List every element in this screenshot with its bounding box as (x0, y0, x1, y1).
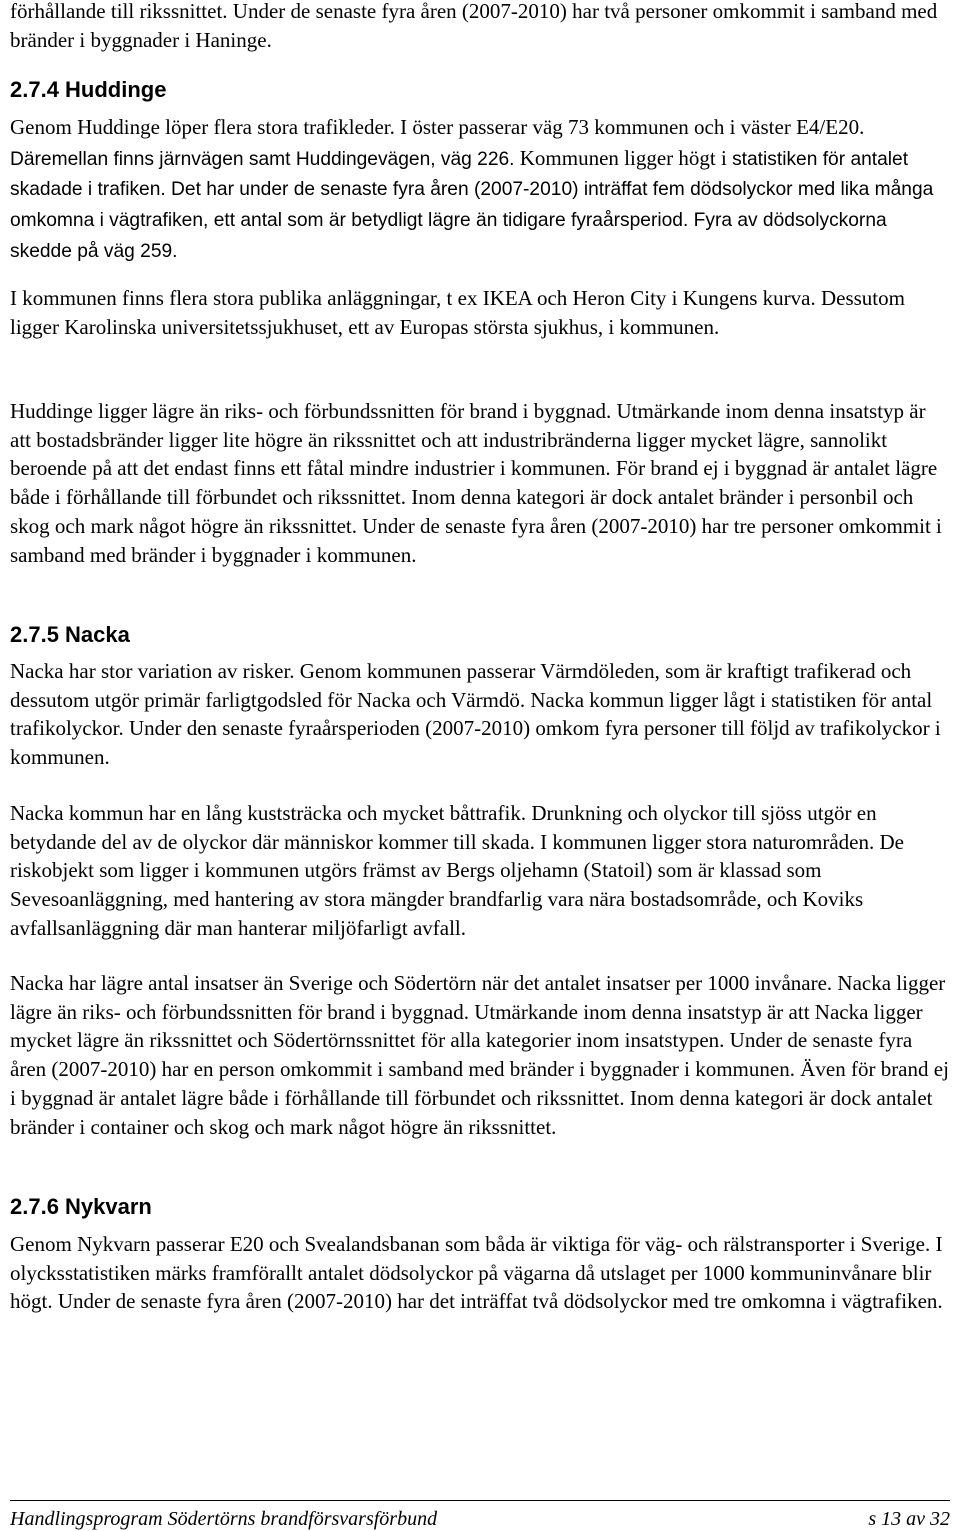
page-footer (10, 1500, 950, 1530)
huddinge-paragraph-3: Huddinge ligger lägre än riks- och förbundssnitten för brand i byggnad. Utmärkande inom denna insatstyp är att bostadsbränder ligger lite högre än rikssnittet och att industribränderna ligger mycket lägre, sannolikt beroende på att det endast finns ett fåtal mindre industrier i kommunen. För brand ej i byggnad är antalet lägre både i förhållande till förbundet och rikssnittet. Inom denna kategori är dock antalet bränder i personbil och skog och mark något högre än rikssnittet. Under de senaste fyra åren (2007-2010) har tre personer omkommit i samband med bränder i byggnader i kommunen. (10, 399, 942, 567)
nykvarn-paragraph-1: Genom Nykvarn passerar E20 och Svealandsbanan som båda är viktiga för väg- och rälstransporter i Sverige. I olycksstatistiken märks framförallt antalet dödsolyckor på vägarna då utslaget per 1000 kommuninvånare blir högt. Under de senaste fyra åren (2007-2010) har det inträffat två dödsolyckor med tre omkomna i vägtrafiken. (10, 1232, 943, 1314)
huddinge-p1-part-a: Genom Huddinge löper flera stora trafikleder. I öster passerar väg 73 kommunen och i väster E4/E20. (10, 115, 865, 139)
section-heading-huddinge: 2.7.4 Huddinge (10, 77, 167, 102)
footer-document-title: Handlingsprogram Södertörns brandförsvarsförbund (10, 1508, 438, 1530)
huddinge-p1-part-b: Däremellan finns järnvägen samt Huddingevägen, väg 226. (10, 148, 515, 170)
nacka-paragraph-2: Nacka kommun har en lång kuststräcka och mycket båttrafik. Drunkning och olyckor till sjöss utgör en betydande del av de olyckor där människor kommer till skada. I kommunen ligger stora naturområden. De riskobjekt som ligger i kommunen utgörs främst av Bergs oljehamn (Statoil) som är klassad som Sevesoanläggning, med hantering av stora mängder brandfarlig vara nära bostadsområde, och Koviks avfallsanläggning där man hanterar miljöfarligt avfall. (10, 801, 904, 940)
section-heading-nykvarn: 2.7.6 Nykvarn (10, 1194, 152, 1219)
huddinge-paragraph-2: I kommunen finns flera stora publika anläggningar, t ex IKEA och Heron City i Kungens kurva. Dessutom ligger Karolinska universitetssjukhuset, ett av Europas största sjukhus, i kommunen. (10, 286, 905, 339)
nacka-paragraph-3: Nacka har lägre antal insatser än Sverige och Södertörn när det antalet insatser per 1000 invånare. Nacka ligger lägre än riks- och förbundssnitten för brand i byggnad. Utmärkande inom denna insatstyp är att Nacka ligger mycket lägre än rikssnittet och Södertörnssnittet för alla kategorier inom insatstypen. Under de senaste fyra åren (2007-2010) har en person omkommit i samband med bränder i byggnader i kommunen. Även för brand ej i byggnad är antalet lägre både i förhållande till förbundet och rikssnittet. Inom denna kategori är dock antalet bränder i container och skog och mark något högre än rikssnittet. (10, 971, 949, 1139)
intro-paragraph: förhållande till rikssnittet. Under de senaste fyra åren (2007-2010) har två personer omkommit i samband med bränder i byggnader i Haninge. (10, 0, 938, 52)
nacka-paragraph-1: Nacka har stor variation av risker. Genom kommunen passerar Värmdöleden, som är kraftigt trafikerad och dessutom utgör primär farligtgodsled för Nacka och Värmdö. Nacka kommun ligger lågt i statistiken för antal trafikolyckor. Under den senaste fyraårsperioden (2007-2010) omkom fyra personer till följd av trafikolyckor i kommunen. (10, 659, 941, 770)
huddinge-paragraph-1 (10, 113, 950, 267)
huddinge-p1-part-c: Kommunen ligger högt i (514, 145, 733, 170)
footer-page-number: s 13 av 32 (868, 1508, 950, 1530)
section-heading-nacka: 2.7.5 Nacka (10, 622, 130, 647)
huddinge-p1-part-d: statistiken för antalet skadade i trafiken. Det har under de senaste fyra åren (2007-2010) inträffat fem dödsolyckor med lika många omkomna i vägtrafiken, ett antal som är betydligt lägre än tidigare fyraårsperiod. Fyra av dödsolyckorna skedde på väg 259. (10, 148, 934, 262)
